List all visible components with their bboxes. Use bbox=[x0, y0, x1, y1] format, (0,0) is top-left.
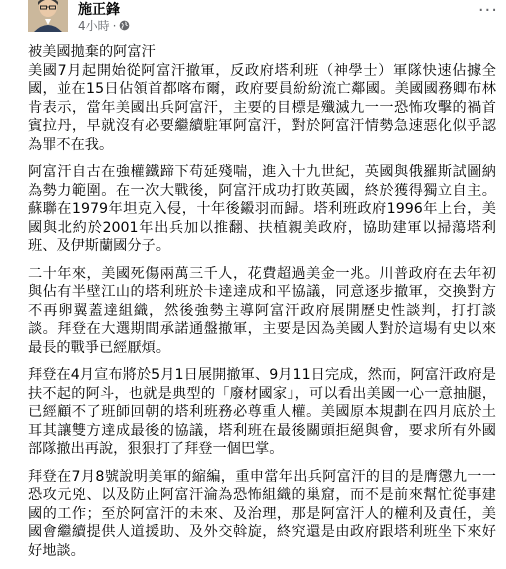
post-paragraph: 阿富汗自古在強權鐵蹄下苟延殘喘，進入十九世紀，英國與俄羅斯試圖納為勢力範圍。在一次大戰後，阿富汗成功打敗英國，終於獲得獨立自主。蘇聯在1979年坦克入侵，十年後鎩羽而歸。塔利班政府1996年上台，美國與北約於2001年出兵加以推翻、扶植親美政府，協助建軍以掃蕩塔利班、及伊斯蘭國分子。 bbox=[28, 164, 496, 254]
author-name[interactable]: 施正鋒 bbox=[78, 2, 120, 18]
post-header bbox=[28, 0, 498, 36]
post-paragraph: 拜登在4月宣布將於5月1日展開撤軍、9月11日完成，然而，阿富汗政府是扶不起的阿斗，也就是典型的「廢材國家」，可以看出美國一心一意抽腿，已經顧不了班師回朝的塔利班務必尊重人權。美國原本規劃在四月底於土耳其讓雙方達成最後的協議，塔利班在最後關頭拒絕與會，要求所有外國部隊撤出再說，狠狠打了拜登一個巴掌。 bbox=[28, 367, 496, 457]
more-options-icon[interactable]: ··· bbox=[477, 0, 498, 21]
post-paragraph: 美國7月起開始從阿富汗撤軍，反政府塔利班（神學士）軍隊快速佔據全國，並在15日佔領首都喀布爾，政府要員紛紛流亡鄰國。美國國務卿布林肯表示，當年美國出兵阿富汗，主要的目標是殲滅九一一恐怖攻擊的禍首賓拉丹，早就沒有必要繼續駐軍阿富汗，對於阿富汗情勢急速惡化似乎認為罪不在我。 bbox=[28, 62, 496, 153]
post-body bbox=[28, 43, 496, 569]
post-paragraph: 拜登在7月8號說明美軍的縮編，重申當年出兵阿富汗的目的是膺懲九一一恐攻元兇、以及防止阿富汗淪為恐怖組織的巢窟，而不是前來幫忙從事建國的工作；至於阿富汗的未來、及治理，那是阿富汗人的權利及責任，美國會繼續提供人道援助、及外交斡旋，終究還是由政府跟塔利班坐下來好好地談。 bbox=[28, 468, 496, 559]
meta-separator: · bbox=[112, 18, 117, 33]
post-time[interactable]: 4小時 bbox=[78, 19, 110, 33]
avatar-portrait bbox=[28, 0, 68, 32]
post-paragraph: 二十年來，美國死傷兩萬三千人，花費超過美金一兆。川普政府在去年初與佔有半壁江山的塔利班於卡達達成和平協議，同意逐步撤軍，交換對方不再卵翼蓋達組織，然後強勢主導阿富汗政府展開歷史性談判，打打談談。拜登在大選期間承諾通盤撤軍，主要是因為美國人對於這場有史以來最長的戰爭已經厭煩。 bbox=[28, 265, 496, 356]
post-meta bbox=[78, 17, 130, 34]
post-title: 被美國拋棄的阿富汗 bbox=[28, 44, 156, 60]
globe-icon[interactable] bbox=[119, 20, 130, 31]
author-avatar[interactable] bbox=[28, 0, 68, 32]
